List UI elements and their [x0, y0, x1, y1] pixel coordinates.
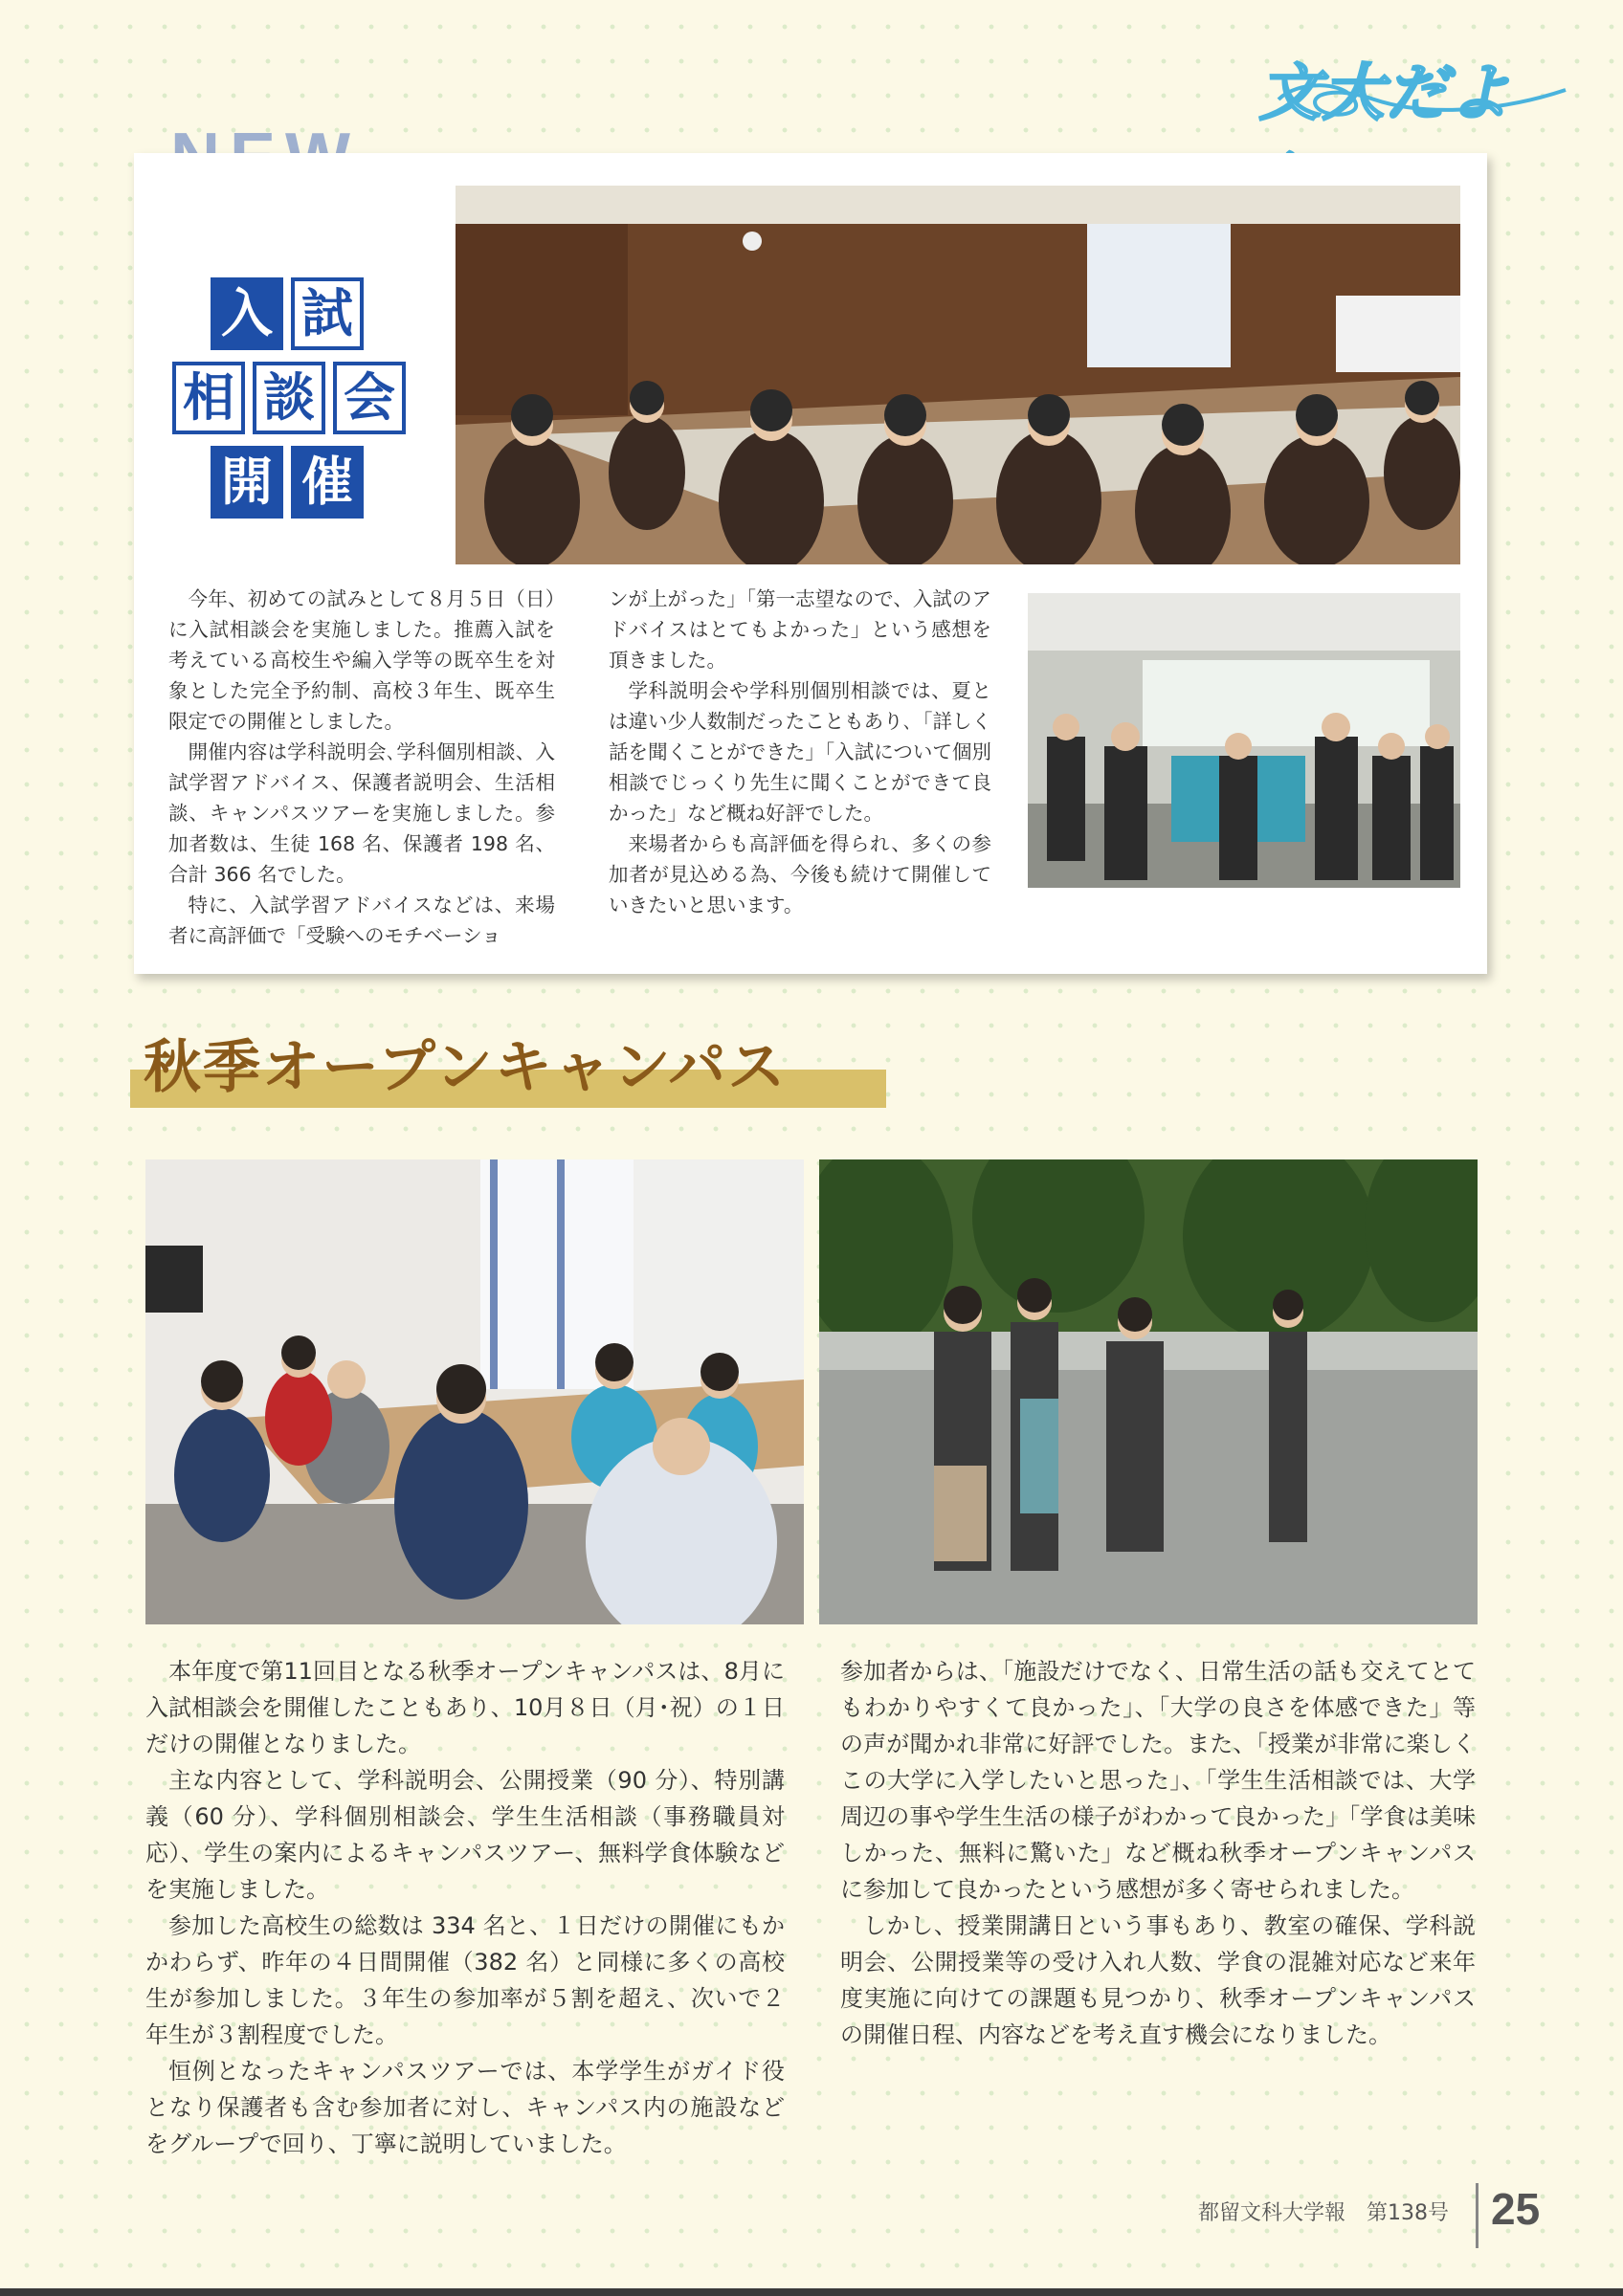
paragraph: ンが上がった」「第一志望なので、入試のアドバイスはとてもよかった」という感想を頂きました。 [609, 587, 991, 672]
open-campus-consultation-photo [145, 1159, 804, 1624]
publication-name: 都留文科大学報 第138号 [1198, 2201, 1449, 2225]
paragraph: 参加者からは、「施設だけでなく、日常生活の話も交えてとてもわかりやすくて良かった」、「大学の良さを体感できた」等の声が聞かれ非常に好評でした。また、「授業が非常に楽しくこの大学に入学したいと思った」、「学生生活相談では、大学周辺の事や学生生活の様子がわかって良かった」「学食は美味しかった、無料に驚いた」など概ね秋季オープンキャンパスに参加して良かったという感想が多く寄せられました。 [840, 1658, 1476, 1903]
paragraph: 参加した高校生の総数は 334 名と、１日だけの開催にもかかわらず、昨年の４日間開催（382 名）と同様に多くの高校生が参加しました。３年生の参加率が５割を超え、次いで２年生が３割程度でした。 [145, 1912, 785, 2048]
section-text-col2 [840, 1653, 1476, 2053]
kanji-tile: 入 [211, 277, 283, 350]
paragraph: 来場者からも高評価を得られ、多くの参加者が見込める為、今後も続けて開催していきたいと思います。 [609, 832, 991, 916]
paragraph: 開催内容は学科説明会､学科個別相談、入試学習アドバイス、保護者説明会、生活相談、キャンパスツアーを実施しました。参加者数は、生徒 168 名、保護者 198 名、合計 366 名でした。 [168, 740, 555, 886]
kanji-tile: 試 [291, 277, 364, 350]
section-title: 秋季オープンキャンパス [144, 1034, 788, 1101]
feature-text-col2 [609, 584, 991, 920]
paragraph: 今年、初めての試みとして８月５日（日）に入試相談会を実施しました。推薦入試を考えている高校生や編入学等の既卒生を対象とした完全予約制、高校３年生、既卒生限定での開催としました。 [168, 587, 555, 733]
kanji-tile: 開 [211, 446, 283, 519]
paragraph: 学科説明会や学科別個別相談では、夏とは違い少人数制だったこともあり､「詳しく話を聞くことができた」「入試について個別相談でじっくり先生に聞くことができて良かった」など概ね好評でした。 [609, 679, 991, 825]
kanji-tile: 相 [172, 362, 245, 434]
paragraph: 特に、入試学習アドバイスなどは、来場者に高評価で「受験へのモチベーショ [168, 894, 555, 947]
paragraph: 本年度で第11回目となる秋季オープンキャンパスは、8月に入試相談会を開催したこともあり、10月８日（月･祝）の１日だけの開催となりました。 [145, 1658, 785, 1757]
kanji-tile: 会 [333, 362, 406, 434]
feature-card [134, 153, 1487, 974]
kanji-tile: 催 [291, 446, 364, 519]
consultation-desk-photo [1028, 593, 1460, 888]
kanji-tile: 談 [253, 362, 325, 434]
feature-title-kanji [172, 277, 421, 536]
masthead-logo [1259, 23, 1585, 128]
paragraph: 主な内容として、学科説明会、公開授業（90 分）、特別講義（60 分）、学科個別相談会、学生生活相談（事務職員対応）、学生の案内によるキャンパスツアー、無料学食体験などを実施しました。 [145, 1767, 785, 1903]
masthead-title: 文大だよ [1259, 57, 1512, 129]
footer-divider [1476, 2183, 1478, 2248]
section-text-col1 [145, 1653, 785, 2162]
page-number: 25 [1491, 2184, 1541, 2234]
paragraph: 恒例となったキャンパスツアーでは、本学学生がガイド役となり保護者も含む参加者に対し、キャンパス内の施設などをグループで回り、丁寧に説明していました。 [145, 2058, 785, 2157]
campus-tour-photo [819, 1159, 1478, 1624]
bottom-band [0, 2288, 1623, 2296]
paragraph: しかし、授業開講日という事もあり、教室の確保、学科説明会、公開授業等の受け入れ人数、学食の混雑対応など来年度実施に向けての課題も見つかり、秋季オープンキャンパスの開催日程、内容などを考え直す機会になりました。 [840, 1912, 1476, 2048]
consultation-room-photo [456, 186, 1460, 564]
feature-text-col1 [168, 584, 555, 951]
